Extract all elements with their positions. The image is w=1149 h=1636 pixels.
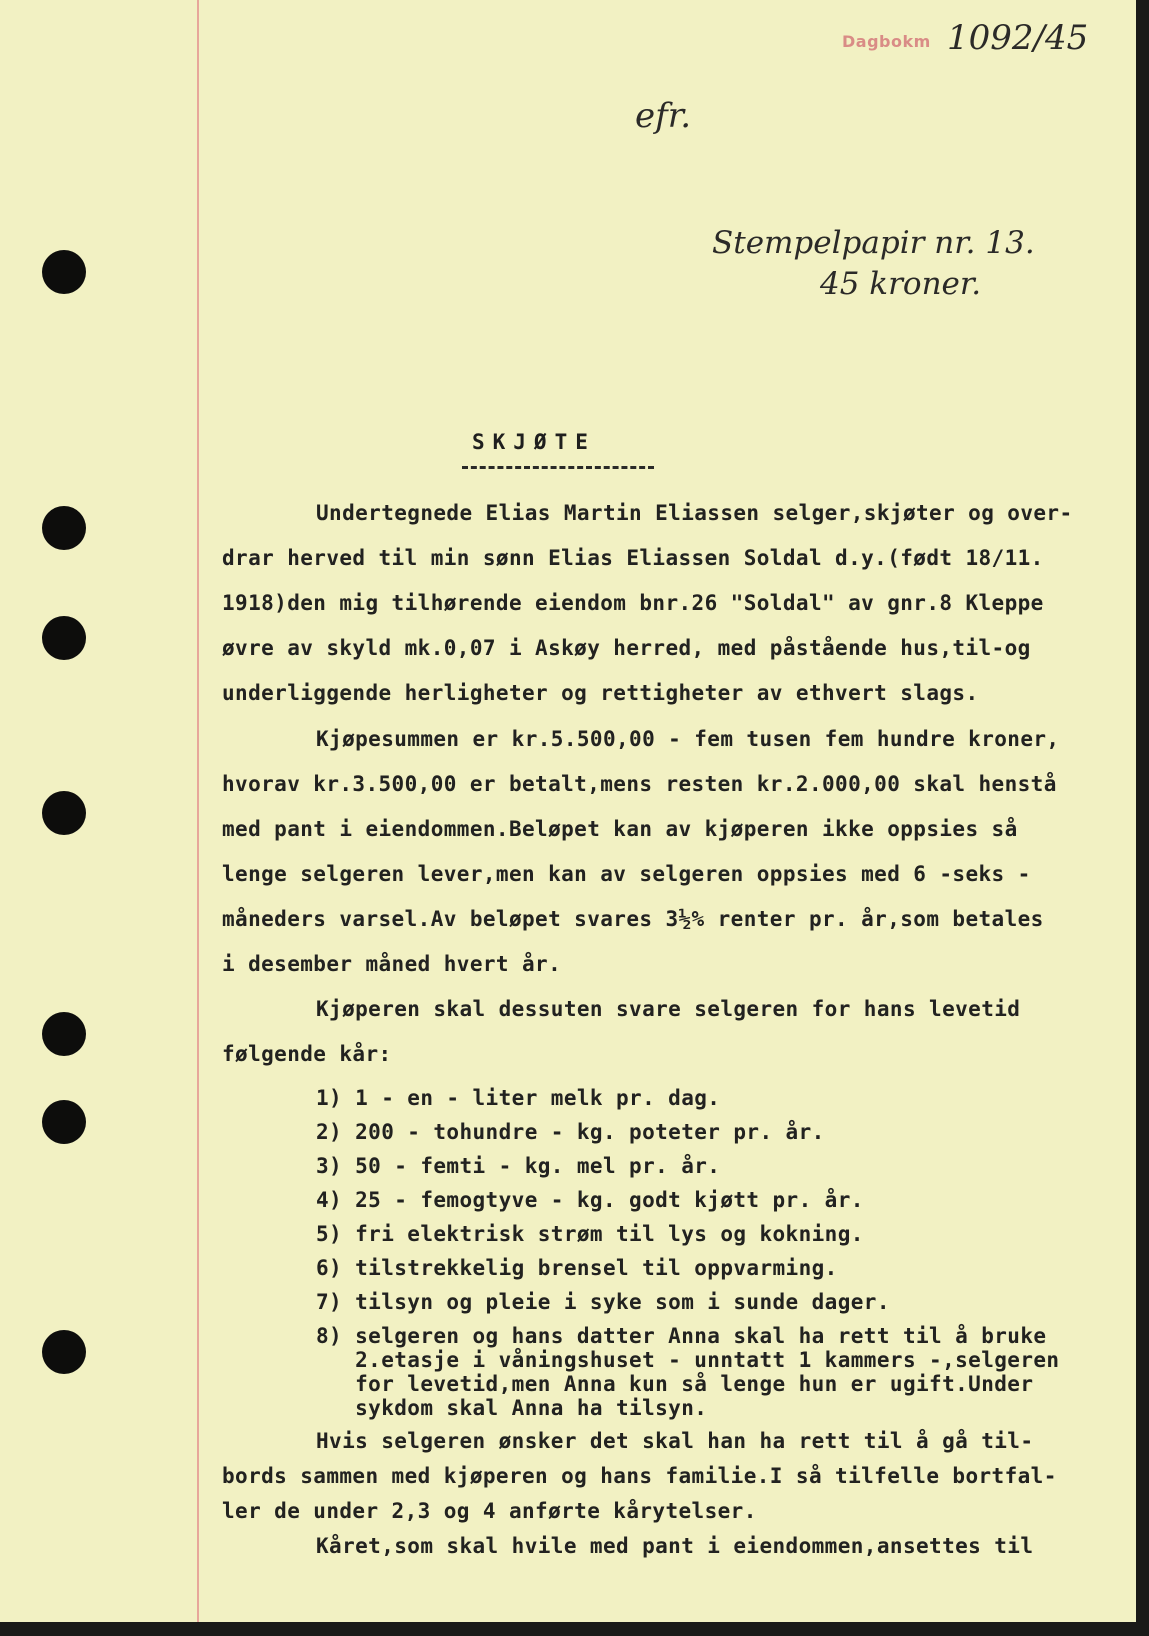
margin-rule <box>197 0 199 1622</box>
stamp-paper-note-line: 45 kroner. <box>820 266 982 302</box>
list-item-continuation: for levetid,men Anna kun så lenge hun er ugift.Under <box>316 1372 1034 1396</box>
list-item: 3) 50 - femti - kg. mel pr. år. <box>316 1154 721 1178</box>
journal-stamp: Dagbokm <box>842 32 931 51</box>
body-line: 1918)den mig tilhørende eiendom bnr.26 "Soldal" av gnr.8 Kleppe <box>222 591 1044 615</box>
document-number: 1092/45 <box>947 18 1089 58</box>
punch-hole <box>42 1012 86 1056</box>
document-title: SKJØTE <box>472 430 596 454</box>
body-line: Hvis selgeren ønsker det skal han ha rett til å gå til- <box>316 1429 1034 1453</box>
list-item-continuation: 2.etasje i våningshuset - unntatt 1 kammers -,selgeren <box>316 1348 1060 1372</box>
body-line: ler de under 2,3 og 4 anførte kårytelser. <box>222 1499 757 1523</box>
body-line: underliggende herligheter og rettigheter av ethvert slags. <box>222 681 979 705</box>
punch-hole <box>42 1330 86 1374</box>
list-item: 8) selgeren og hans datter Anna skal ha rett til å bruke <box>316 1324 1047 1348</box>
body-line: i desember måned hvert år. <box>222 952 562 976</box>
title-underline <box>462 466 654 469</box>
list-item-continuation: sykdom skal Anna ha tilsyn. <box>316 1396 708 1420</box>
body-line: Kjøpesummen er kr.5.500,00 - fem tusen fem hundre kroner, <box>316 727 1060 751</box>
list-item: 4) 25 - femogtyve - kg. godt kjøtt pr. år. <box>316 1188 864 1212</box>
list-item: 6) tilstrekkelig brensel til oppvarming. <box>316 1256 838 1280</box>
punch-hole <box>42 1100 86 1144</box>
handwritten-initials: efr. <box>635 96 692 136</box>
punch-hole <box>42 791 86 835</box>
punch-hole <box>42 250 86 294</box>
list-item: 1) 1 - en - liter melk pr. dag. <box>316 1086 721 1110</box>
body-line: Kåret,som skal hvile med pant i eiendommen,ansettes til <box>316 1534 1034 1558</box>
list-item: 5) fri elektrisk strøm til lys og kokning. <box>316 1222 864 1246</box>
body-line: drar herved til min sønn Elias Eliassen Soldal d.y.(født 18/11. <box>222 546 1044 570</box>
list-item: 7) tilsyn og pleie i syke som i sunde dager. <box>316 1290 890 1314</box>
body-line: følgende kår: <box>222 1042 392 1066</box>
punch-hole <box>42 616 86 660</box>
body-line: Kjøperen skal dessuten svare selgeren for hans levetid <box>316 997 1021 1021</box>
body-line: måneders varsel.Av beløpet svares 3½% renter pr. år,som betales <box>222 907 1044 931</box>
stamp-paper-note-line: Stempelpapir nr. 13. <box>712 225 1035 261</box>
body-line: bords sammen med kjøperen og hans familie.I så tilfelle bortfal- <box>222 1464 1057 1488</box>
body-line: hvorav kr.3.500,00 er betalt,mens resten kr.2.000,00 skal henstå <box>222 772 1057 796</box>
body-line: med pant i eiendommen.Beløpet kan av kjøperen ikke oppsies så <box>222 817 1018 841</box>
list-item: 2) 200 - tohundre - kg. poteter pr. år. <box>316 1120 825 1144</box>
punch-hole <box>42 506 86 550</box>
body-line: øvre av skyld mk.0,07 i Askøy herred, med påstående hus,til-og <box>222 636 1031 660</box>
body-line: lenge selgeren lever,men kan av selgeren oppsies med 6 -seks - <box>222 862 1031 886</box>
body-line: Undertegnede Elias Martin Eliassen selger,skjøter og over- <box>316 501 1073 525</box>
